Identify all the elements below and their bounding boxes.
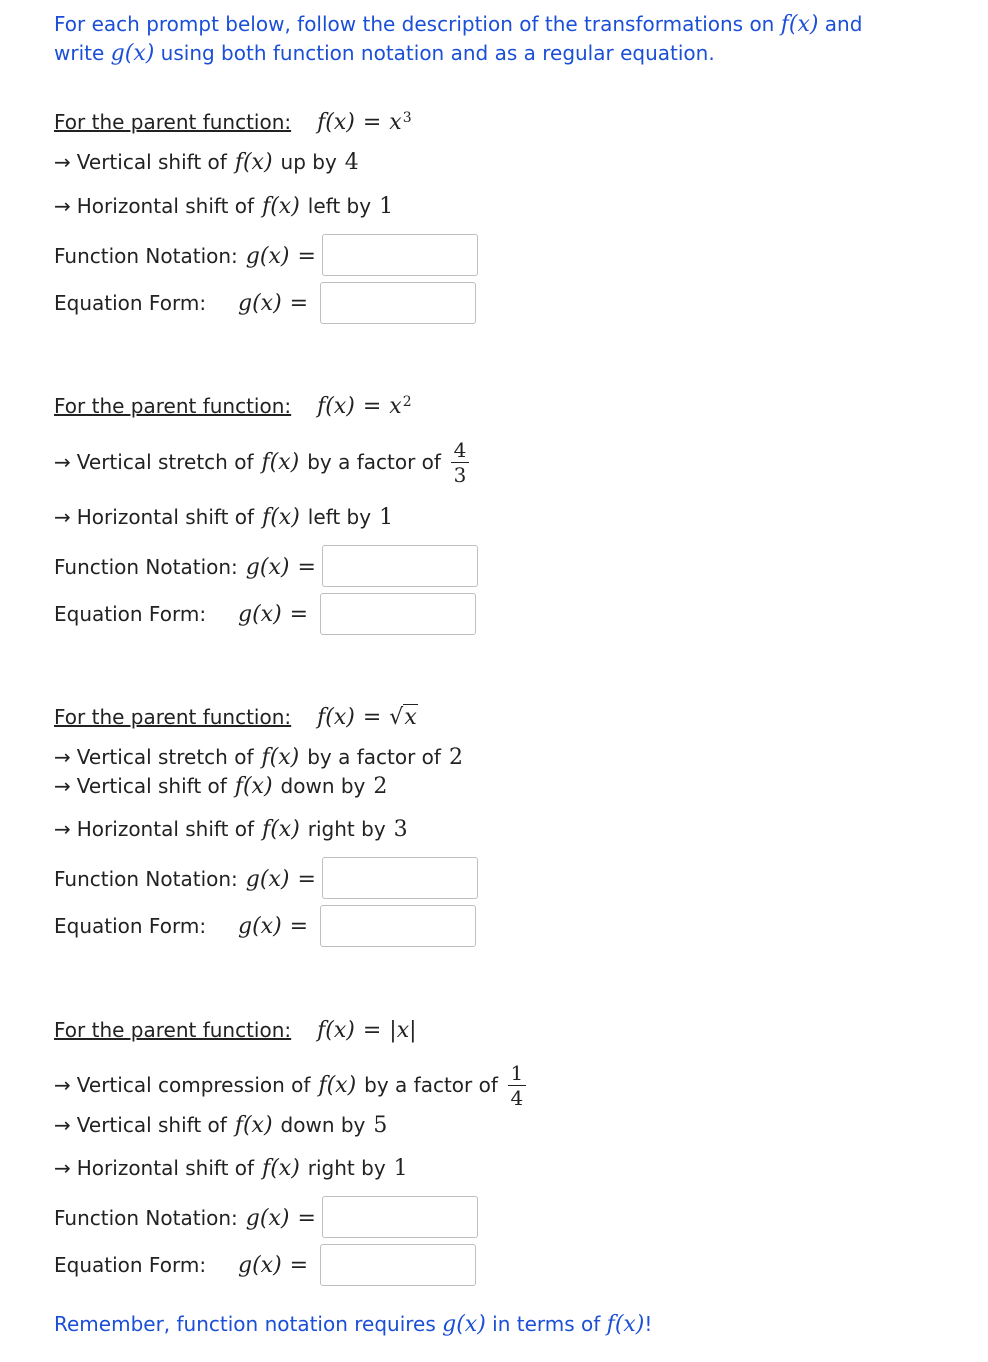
problem-4-function-notation-row: Function Notation: g(x) = bbox=[54, 1205, 316, 1231]
arrow-icon: → bbox=[54, 1073, 71, 1097]
problem-2-parent: For the parent function: f(x) = x $^2$ bbox=[54, 393, 412, 419]
fraction-one-quarter: $\frac{1}{4}$ bbox=[508, 1062, 526, 1109]
problem-1-equation-form-input[interactable] bbox=[320, 282, 476, 324]
g-of-x: g(x) bbox=[110, 41, 155, 66]
problem-2-equation-form-row: Equation Form: g(x) = bbox=[54, 601, 309, 627]
problem-2-function-notation-input[interactable] bbox=[322, 545, 478, 587]
problem-1-function-notation-row: Function Notation: g(x) = bbox=[54, 243, 316, 269]
arrow-icon: → bbox=[54, 1156, 71, 1180]
problem-4-parent: For the parent function: f(x) = |x| bbox=[54, 1017, 417, 1043]
arrow-icon: → bbox=[54, 745, 71, 769]
problem-3-step-2: → Vertical shift of f(x) down by 2 bbox=[54, 773, 388, 799]
instructions bbox=[54, 10, 934, 68]
arrow-icon: → bbox=[54, 150, 71, 174]
fraction-four-thirds: $\frac{4}{3}$ bbox=[451, 439, 469, 486]
arrow-icon: → bbox=[54, 1113, 71, 1137]
problem-4-step-2: → Vertical shift of f(x) down by 5 bbox=[54, 1112, 388, 1138]
problem-4-step-1: → Vertical compression of f(x) by a factor of $\frac{1}{4}$ bbox=[54, 1055, 526, 1115]
arrow-icon: → bbox=[54, 505, 71, 529]
problem-1-step-1: → Vertical shift of f(x) up by 4 bbox=[54, 149, 359, 175]
problem-4-step-3: → Horizontal shift of f(x) right by 1 bbox=[54, 1155, 408, 1181]
square-root: √ x bbox=[389, 705, 417, 730]
problem-4-function-notation-input[interactable] bbox=[322, 1196, 478, 1238]
problem-4-equation-form-input[interactable] bbox=[320, 1244, 476, 1286]
problem-3-function-notation-input[interactable] bbox=[322, 857, 478, 899]
problem-1-parent: For the parent function: f(x) = x $^3$ bbox=[54, 109, 412, 135]
radical-icon: √ bbox=[389, 705, 404, 730]
problem-1-step-2: → Horizontal shift of f(x) left by 1 bbox=[54, 193, 394, 219]
parent-label: For the parent function: bbox=[54, 110, 292, 134]
problem-3-equation-form-row: Equation Form: g(x) = bbox=[54, 913, 309, 939]
problem-2-step-2: → Horizontal shift of f(x) left by 1 bbox=[54, 504, 394, 530]
problem-3-parent: For the parent function: f(x) = √ x bbox=[54, 704, 417, 730]
problem-3-equation-form-input[interactable] bbox=[320, 905, 476, 947]
instructions-line-2: write g(x) using both function notation and as a regular equation. bbox=[54, 41, 715, 66]
parent-label: For the parent function: bbox=[54, 705, 292, 729]
f-of-x: f(x) bbox=[780, 12, 819, 37]
arrow-icon: → bbox=[54, 774, 71, 798]
problem-3-step-3: → Horizontal shift of f(x) right by 3 bbox=[54, 816, 408, 842]
problem-2-equation-form-input[interactable] bbox=[320, 593, 476, 635]
problem-1-function-notation-input[interactable] bbox=[322, 234, 478, 276]
instructions-line-1: For each prompt below, follow the description of the transformations on f(x) and bbox=[54, 12, 863, 37]
arrow-icon: → bbox=[54, 194, 71, 218]
arrow-icon: → bbox=[54, 817, 71, 841]
problem-4-equation-form-row: Equation Form: g(x) = bbox=[54, 1252, 309, 1278]
reminder-note: Remember, function notation requires g(x) in terms of f(x)! bbox=[54, 1312, 653, 1337]
parent-label: For the parent function: bbox=[54, 394, 292, 418]
problem-2-step-1: → Vertical stretch of f(x) by a factor of $\frac{4}{3}$ bbox=[54, 432, 469, 492]
problem-2-function-notation-row: Function Notation: g(x) = bbox=[54, 554, 316, 580]
arrow-icon: → bbox=[54, 450, 71, 474]
parent-label: For the parent function: bbox=[54, 1018, 292, 1042]
problem-3-step-1: → Vertical stretch of f(x) by a factor of 2 bbox=[54, 744, 463, 770]
problem-1-equation-form-row: Equation Form: g(x) = bbox=[54, 290, 309, 316]
problem-3-function-notation-row: Function Notation: g(x) = bbox=[54, 866, 316, 892]
